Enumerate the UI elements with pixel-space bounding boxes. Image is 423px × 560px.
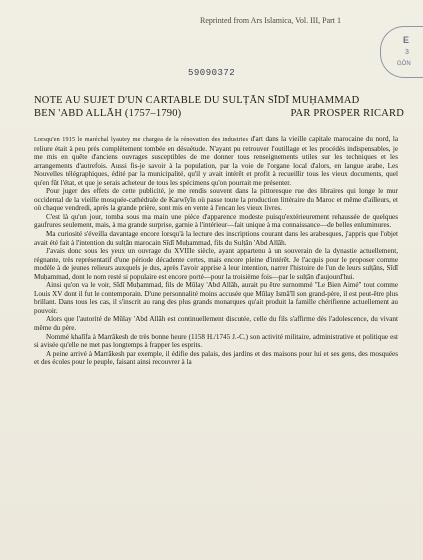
opening-small-caps: Lorsqu'en 1915 le maréchal lyautey me chargea de la rénovation des industries	[34, 136, 249, 143]
stamp-line-2: 3	[405, 49, 409, 56]
title-line-1: NOTE AU SUJET D'UN CARTABLE DU SULṬĀN SĪDĪ MUḤAMMAD	[34, 95, 360, 106]
paragraph-7: Alors que l'autorité de Mūlay 'Abd Allāh est continuellement discutée, celle du fils s'affirme dès l'adolescence, du vivant même du père.	[34, 315, 398, 333]
article-body	[34, 135, 398, 367]
paragraph-5: J'avais donc sous les yeux un ouvrage du XVIIIe siècle, ayant appartenu à un souverain de la dynastie actuellement, régnante, très représentatif d'une période décadente certes, mais encore pleine d'intérêt. Je l'acquis pour le proposer comme modèle à de jeunes relieurs auxquels je dus, après l'avoir apprise à leur intention, narrer l'histoire de l'un de leurs sulṭāns, Sīdī Muḥammad, dont le nom resté si populaire est encore porté—pour la troisième fois—par le sulṭān d'aujourd'hui.	[34, 247, 398, 281]
stamp-line-1: E	[403, 35, 410, 45]
paragraph-9: A peine arrivé à Marrākesh par exemple, il édifie des palais, des jardins et des maisons pour lui et ses gens, des mosquées et des écoles pour le peuple, faisant ainsi recouvrer à la	[34, 349, 398, 367]
title-line-2-row	[34, 107, 404, 120]
stamp-line-3: GÖN	[397, 61, 411, 67]
article-title	[34, 94, 404, 120]
library-stamp	[380, 26, 423, 78]
paragraph-1	[34, 135, 398, 187]
paragraph-1-text: d'art dans la vieille capitale marocaine du nord, la reliure était à peu près complètement tombée en désuétude. N'ayant pu retrouver l'outillage et les procédés indispensables, je me mis en quête d'anciens ouvrages susceptibles de me donner tous renseignements utiles sur les techniques et les arrangements d'autrefois. Aussi fis-je savoir à la population, par la voie de l'organe local d'alors, en langue arabe, Les Nouvelles télégraphiques, édité par la municipalité, qu'il y avait intérêt et profit à recueillir tous les vieux documents, quel qu'en fût l'état, et que je serais acheteur de tous les spécimens qu'on pourrait me présenter.	[34, 135, 398, 187]
paragraph-3: C'est là qu'un jour, tomba sous ma main une pièce d'apparence modeste puisqu'extérieurement rehaussée de quelques gaufrures seulement, mais, à ma grande surprise, garnie à l'intérieur—fait unique à ma connaissance—de belles enluminures.	[34, 212, 398, 230]
reprint-note: Reprinted from Ars Islamica, Vol. III, Part 1	[200, 16, 342, 25]
paragraph-2: Pour juger des effets de cette publicité, je me rendis souvent dans la pittoresque rue des libraires qui longe le mur occidental de la vieille mosquée-cathédrale de Karwīyīn où passe toute la production littéraire du Maroc et même d'ailleurs, et où chaque vendredi, après la grande prière, sont mis en vente à l'encan les vieux livres.	[34, 187, 398, 213]
catalog-number: 59090372	[188, 68, 236, 78]
paragraph-6: Ainsi qu'on va le voir, Sīdī Muḥammad, fils de Mūlay 'Abd Allāh, aurait pu être surnommé "Le Bien Aimé" tout comme Louis XV dont il fut le contemporain. D'une personnalité moins accusée que Mūlay Ismā'īl son grand-père, il est peut-être plus brillant. Dans tous les cas, il s'inscrit au rang des plus grands monarques qu'ait produit la famille chérifienne actuellement au pouvoir.	[34, 281, 398, 315]
title-line-2: BEN 'ABD ALLĀH (1757–1790)	[34, 108, 182, 119]
author-byline: PAR PROSPER RICARD	[290, 108, 404, 119]
paragraph-4: Ma curiosité s'éveilla davantage encore lorsqu'à la lecture des inscriptions courant dans les arabesques, j'appris que l'objet avait été fait à l'intention du sulṭān marocain Sīdī Muḥammad, fils du Sulṭān 'Abd Allāh.	[34, 230, 398, 247]
paragraph-8: Nommé khalīfa à Marrākesh de très bonne heure (1158 H./1745 J.-C.) son activité militaire, administrative et politique est si avisée qu'elle ne met pas longtemps à frapper les esprits.	[34, 332, 398, 350]
